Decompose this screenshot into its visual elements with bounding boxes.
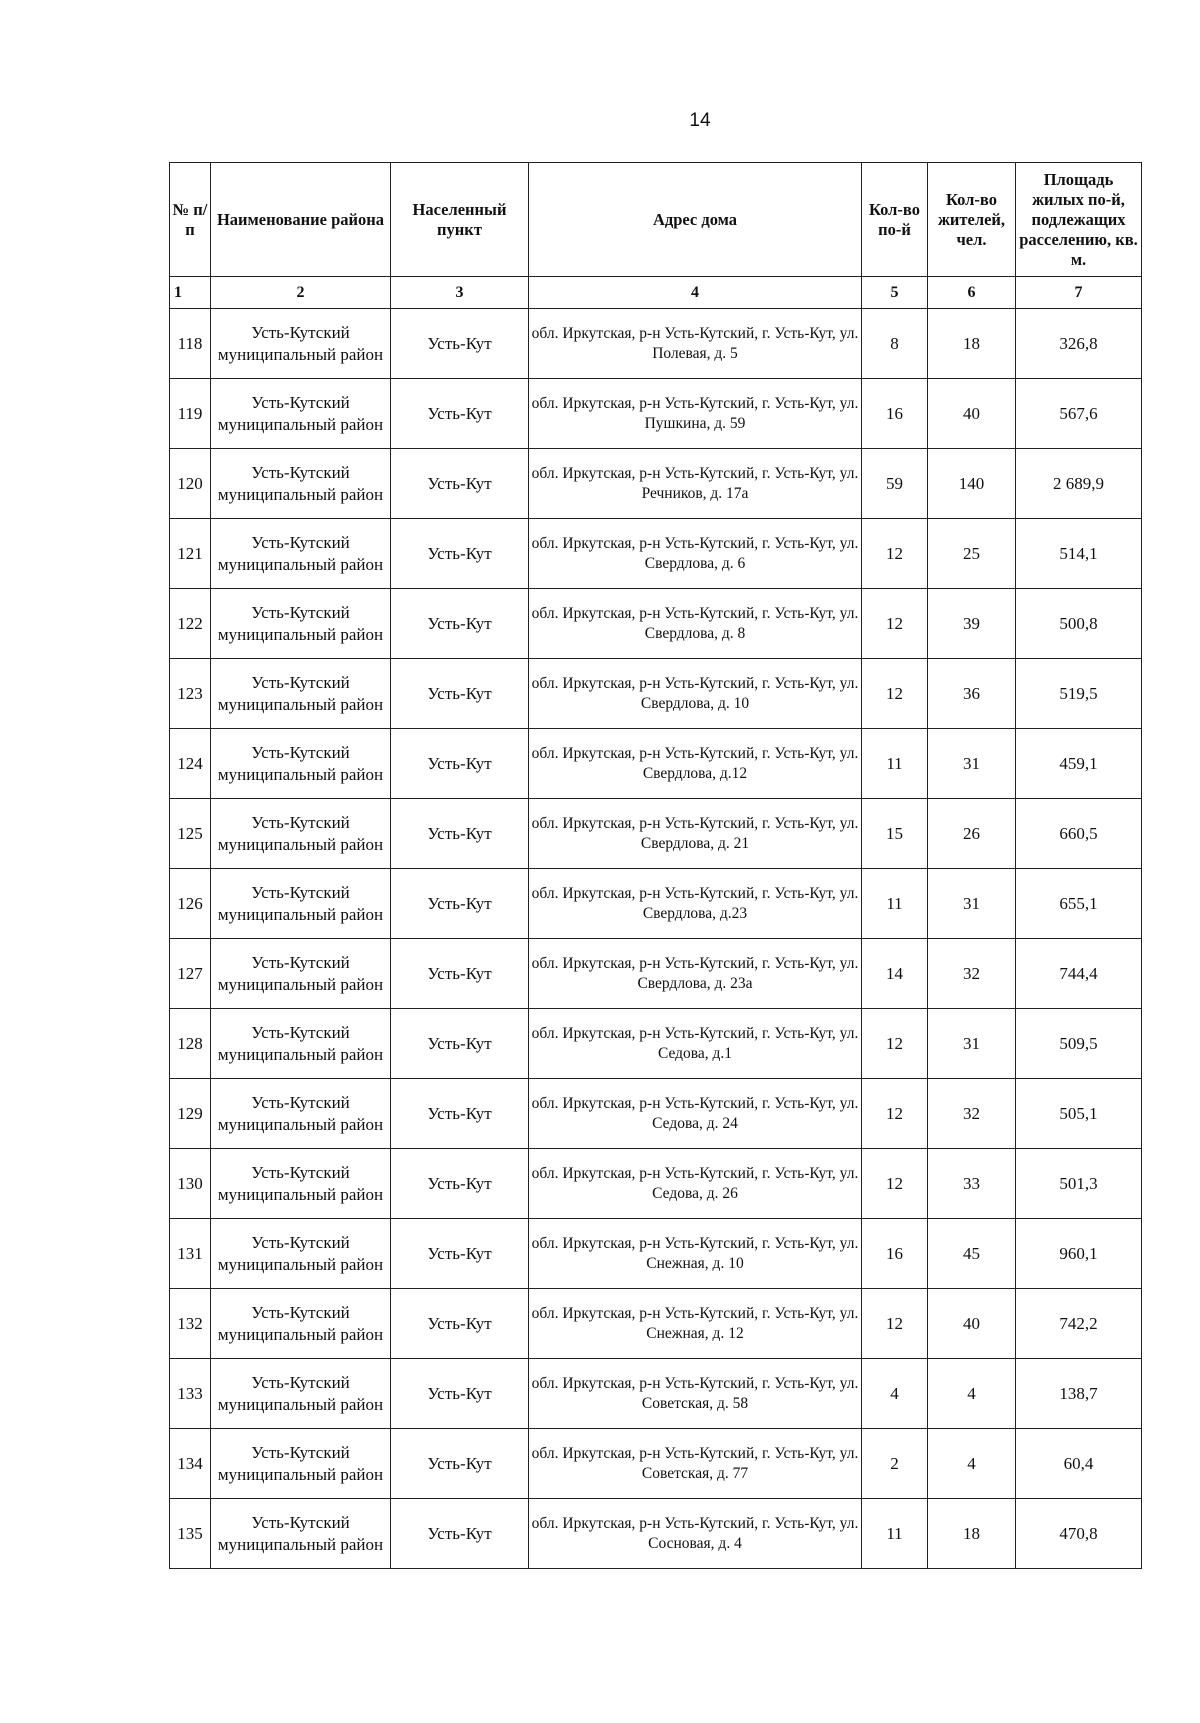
locality-cell: Усть-Кут bbox=[391, 1289, 529, 1359]
residents-cell: 32 bbox=[928, 1079, 1016, 1149]
table-row bbox=[170, 379, 1142, 449]
table-row bbox=[170, 1219, 1142, 1289]
table-row bbox=[170, 1149, 1142, 1219]
address-cell: обл. Иркутская, р-н Усть-Кутский, г. Усть-Кут, ул. Свердлова, д.23 bbox=[529, 869, 862, 939]
area-cell: 470,8 bbox=[1016, 1499, 1142, 1569]
residents-cell: 45 bbox=[928, 1219, 1016, 1289]
locality-cell: Усть-Кут bbox=[391, 939, 529, 1009]
row-number: 121 bbox=[170, 519, 211, 589]
district-cell: Усть-Кутский муниципальный район bbox=[211, 1079, 391, 1149]
row-number: 124 bbox=[170, 729, 211, 799]
address-cell: обл. Иркутская, р-н Усть-Кутский, г. Усть-Кут, ул. Свердлова, д. 10 bbox=[529, 659, 862, 729]
residents-cell: 140 bbox=[928, 449, 1016, 519]
row-number: 126 bbox=[170, 869, 211, 939]
rooms-cell: 14 bbox=[862, 939, 928, 1009]
column-number: 2 bbox=[211, 277, 391, 309]
address-cell: обл. Иркутская, р-н Усть-Кутский, г. Усть-Кут, ул. Свердлова, д. 23а bbox=[529, 939, 862, 1009]
locality-cell: Усть-Кут bbox=[391, 1359, 529, 1429]
row-number: 122 bbox=[170, 589, 211, 659]
row-number: 125 bbox=[170, 799, 211, 869]
district-cell: Усть-Кутский муниципальный район bbox=[211, 1009, 391, 1079]
area-cell: 744,4 bbox=[1016, 939, 1142, 1009]
header-rooms-count: Кол-во по-й bbox=[862, 163, 928, 277]
locality-cell: Усть-Кут bbox=[391, 729, 529, 799]
table-row bbox=[170, 589, 1142, 659]
district-cell: Усть-Кутский муниципальный район bbox=[211, 729, 391, 799]
residents-cell: 31 bbox=[928, 729, 1016, 799]
locality-cell: Усть-Кут bbox=[391, 869, 529, 939]
locality-cell: Усть-Кут bbox=[391, 379, 529, 449]
area-cell: 505,1 bbox=[1016, 1079, 1142, 1149]
page-number: 14 bbox=[689, 110, 711, 131]
district-cell: Усть-Кутский муниципальный район bbox=[211, 309, 391, 379]
row-number: 128 bbox=[170, 1009, 211, 1079]
table-row bbox=[170, 799, 1142, 869]
row-number: 132 bbox=[170, 1289, 211, 1359]
rooms-cell: 2 bbox=[862, 1429, 928, 1499]
rooms-cell: 4 bbox=[862, 1359, 928, 1429]
address-cell: обл. Иркутская, р-н Усть-Кутский, г. Усть-Кут, ул. Речников, д. 17а bbox=[529, 449, 862, 519]
header-district: Наименование района bbox=[211, 163, 391, 277]
locality-cell: Усть-Кут bbox=[391, 1429, 529, 1499]
area-cell: 60,4 bbox=[1016, 1429, 1142, 1499]
table-row bbox=[170, 729, 1142, 799]
table-row bbox=[170, 869, 1142, 939]
table-row bbox=[170, 1499, 1142, 1569]
rooms-cell: 12 bbox=[862, 659, 928, 729]
rooms-cell: 11 bbox=[862, 729, 928, 799]
row-number: 133 bbox=[170, 1359, 211, 1429]
table-row bbox=[170, 309, 1142, 379]
table-row bbox=[170, 1079, 1142, 1149]
area-cell: 660,5 bbox=[1016, 799, 1142, 869]
rooms-cell: 11 bbox=[862, 869, 928, 939]
header-address: Адрес дома bbox=[529, 163, 862, 277]
column-number: 3 bbox=[391, 277, 529, 309]
column-number: 6 bbox=[928, 277, 1016, 309]
rooms-cell: 16 bbox=[862, 1219, 928, 1289]
column-number: 7 bbox=[1016, 277, 1142, 309]
address-cell: обл. Иркутская, р-н Усть-Кутский, г. Усть-Кут, ул. Сосновая, д. 4 bbox=[529, 1499, 862, 1569]
header-area: Площадь жилых по-й, подлежащих расселению, кв. м. bbox=[1016, 163, 1142, 277]
area-cell: 519,5 bbox=[1016, 659, 1142, 729]
area-cell: 567,6 bbox=[1016, 379, 1142, 449]
residents-cell: 26 bbox=[928, 799, 1016, 869]
address-cell: обл. Иркутская, р-н Усть-Кутский, г. Усть-Кут, ул. Седова, д. 26 bbox=[529, 1149, 862, 1219]
area-cell: 2 689,9 bbox=[1016, 449, 1142, 519]
row-number: 120 bbox=[170, 449, 211, 519]
rooms-cell: 12 bbox=[862, 1079, 928, 1149]
area-cell: 501,3 bbox=[1016, 1149, 1142, 1219]
row-number: 130 bbox=[170, 1149, 211, 1219]
residents-cell: 31 bbox=[928, 869, 1016, 939]
locality-cell: Усть-Кут bbox=[391, 799, 529, 869]
residents-cell: 39 bbox=[928, 589, 1016, 659]
column-number: 1 bbox=[170, 277, 211, 309]
table-body bbox=[170, 309, 1142, 1569]
district-cell: Усть-Кутский муниципальный район bbox=[211, 939, 391, 1009]
residents-cell: 31 bbox=[928, 1009, 1016, 1079]
rooms-cell: 15 bbox=[862, 799, 928, 869]
row-number: 135 bbox=[170, 1499, 211, 1569]
row-number: 127 bbox=[170, 939, 211, 1009]
district-cell: Усть-Кутский муниципальный район bbox=[211, 379, 391, 449]
residents-cell: 4 bbox=[928, 1359, 1016, 1429]
table-row bbox=[170, 449, 1142, 519]
locality-cell: Усть-Кут bbox=[391, 659, 529, 729]
locality-cell: Усть-Кут bbox=[391, 1079, 529, 1149]
column-number: 4 bbox=[529, 277, 862, 309]
header-locality: Населенный пункт bbox=[391, 163, 529, 277]
residents-cell: 40 bbox=[928, 379, 1016, 449]
rooms-cell: 12 bbox=[862, 1149, 928, 1219]
header-residents-count: Кол-во жителей, чел. bbox=[928, 163, 1016, 277]
row-number: 123 bbox=[170, 659, 211, 729]
table-row bbox=[170, 1009, 1142, 1079]
district-cell: Усть-Кутский муниципальный район bbox=[211, 519, 391, 589]
row-number: 129 bbox=[170, 1079, 211, 1149]
locality-cell: Усть-Кут bbox=[391, 449, 529, 519]
table-row bbox=[170, 519, 1142, 589]
area-cell: 459,1 bbox=[1016, 729, 1142, 799]
table-row bbox=[170, 939, 1142, 1009]
district-cell: Усть-Кутский муниципальный район bbox=[211, 1219, 391, 1289]
row-number: 118 bbox=[170, 309, 211, 379]
address-cell: обл. Иркутская, р-н Усть-Кутский, г. Усть-Кут, ул. Свердлова, д. 21 bbox=[529, 799, 862, 869]
residents-cell: 36 bbox=[928, 659, 1016, 729]
rooms-cell: 11 bbox=[862, 1499, 928, 1569]
address-cell: обл. Иркутская, р-н Усть-Кутский, г. Усть-Кут, ул. Свердлова, д.12 bbox=[529, 729, 862, 799]
column-number: 5 bbox=[862, 277, 928, 309]
area-cell: 960,1 bbox=[1016, 1219, 1142, 1289]
area-cell: 509,5 bbox=[1016, 1009, 1142, 1079]
locality-cell: Усть-Кут bbox=[391, 1219, 529, 1289]
rooms-cell: 12 bbox=[862, 1009, 928, 1079]
district-cell: Усть-Кутский муниципальный район bbox=[211, 1359, 391, 1429]
address-cell: обл. Иркутская, р-н Усть-Кутский, г. Усть-Кут, ул. Советская, д. 58 bbox=[529, 1359, 862, 1429]
residents-cell: 18 bbox=[928, 309, 1016, 379]
header-number: № п/п bbox=[170, 163, 211, 277]
resettlement-table bbox=[169, 162, 1142, 1569]
locality-cell: Усть-Кут bbox=[391, 519, 529, 589]
district-cell: Усть-Кутский муниципальный район bbox=[211, 449, 391, 519]
locality-cell: Усть-Кут bbox=[391, 1499, 529, 1569]
table-row bbox=[170, 1359, 1142, 1429]
rooms-cell: 12 bbox=[862, 589, 928, 659]
residents-cell: 40 bbox=[928, 1289, 1016, 1359]
residents-cell: 4 bbox=[928, 1429, 1016, 1499]
area-cell: 514,1 bbox=[1016, 519, 1142, 589]
residents-cell: 32 bbox=[928, 939, 1016, 1009]
table-row bbox=[170, 1429, 1142, 1499]
area-cell: 742,2 bbox=[1016, 1289, 1142, 1359]
locality-cell: Усть-Кут bbox=[391, 309, 529, 379]
rooms-cell: 59 bbox=[862, 449, 928, 519]
table-row bbox=[170, 1289, 1142, 1359]
row-number: 131 bbox=[170, 1219, 211, 1289]
header-row bbox=[170, 163, 1142, 277]
district-cell: Усть-Кутский муниципальный район bbox=[211, 1289, 391, 1359]
row-number: 119 bbox=[170, 379, 211, 449]
column-number-row bbox=[170, 277, 1142, 309]
district-cell: Усть-Кутский муниципальный район bbox=[211, 589, 391, 659]
address-cell: обл. Иркутская, р-н Усть-Кутский, г. Усть-Кут, ул. Полевая, д. 5 bbox=[529, 309, 862, 379]
rooms-cell: 16 bbox=[862, 379, 928, 449]
locality-cell: Усть-Кут bbox=[391, 1009, 529, 1079]
rooms-cell: 12 bbox=[862, 1289, 928, 1359]
residents-cell: 25 bbox=[928, 519, 1016, 589]
address-cell: обл. Иркутская, р-н Усть-Кутский, г. Усть-Кут, ул. Седова, д.1 bbox=[529, 1009, 862, 1079]
area-cell: 138,7 bbox=[1016, 1359, 1142, 1429]
district-cell: Усть-Кутский муниципальный район bbox=[211, 1499, 391, 1569]
district-cell: Усть-Кутский муниципальный район bbox=[211, 1429, 391, 1499]
address-cell: обл. Иркутская, р-н Усть-Кутский, г. Усть-Кут, ул. Снежная, д. 10 bbox=[529, 1219, 862, 1289]
address-cell: обл. Иркутская, р-н Усть-Кутский, г. Усть-Кут, ул. Снежная, д. 12 bbox=[529, 1289, 862, 1359]
address-cell: обл. Иркутская, р-н Усть-Кутский, г. Усть-Кут, ул. Свердлова, д. 6 bbox=[529, 519, 862, 589]
area-cell: 326,8 bbox=[1016, 309, 1142, 379]
address-cell: обл. Иркутская, р-н Усть-Кутский, г. Усть-Кут, ул. Седова, д. 24 bbox=[529, 1079, 862, 1149]
rooms-cell: 8 bbox=[862, 309, 928, 379]
row-number: 134 bbox=[170, 1429, 211, 1499]
address-cell: обл. Иркутская, р-н Усть-Кутский, г. Усть-Кут, ул. Советская, д. 77 bbox=[529, 1429, 862, 1499]
locality-cell: Усть-Кут bbox=[391, 589, 529, 659]
residents-cell: 33 bbox=[928, 1149, 1016, 1219]
address-cell: обл. Иркутская, р-н Усть-Кутский, г. Усть-Кут, ул. Пушкина, д. 59 bbox=[529, 379, 862, 449]
table-row bbox=[170, 659, 1142, 729]
district-cell: Усть-Кутский муниципальный район bbox=[211, 1149, 391, 1219]
locality-cell: Усть-Кут bbox=[391, 1149, 529, 1219]
district-cell: Усть-Кутский муниципальный район bbox=[211, 799, 391, 869]
area-cell: 500,8 bbox=[1016, 589, 1142, 659]
rooms-cell: 12 bbox=[862, 519, 928, 589]
residents-cell: 18 bbox=[928, 1499, 1016, 1569]
area-cell: 655,1 bbox=[1016, 869, 1142, 939]
district-cell: Усть-Кутский муниципальный район bbox=[211, 869, 391, 939]
address-cell: обл. Иркутская, р-н Усть-Кутский, г. Усть-Кут, ул. Свердлова, д. 8 bbox=[529, 589, 862, 659]
district-cell: Усть-Кутский муниципальный район bbox=[211, 659, 391, 729]
